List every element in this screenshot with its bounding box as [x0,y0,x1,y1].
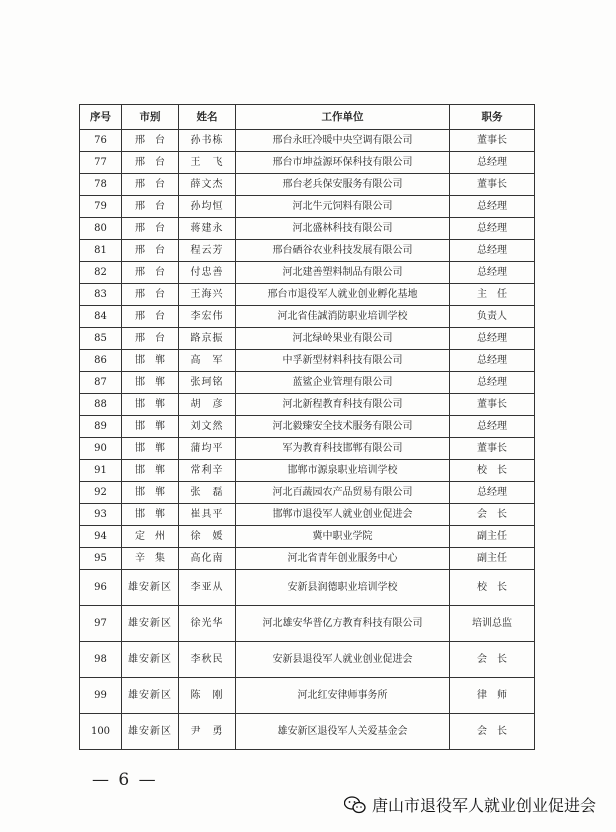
table-row [80,438,535,460]
cell-position: 会 长 [450,504,535,526]
cell-position: 总经理 [450,196,535,218]
cell-unit: 邢台市坤益源环保科技有限公司 [236,152,450,174]
cell-name: 王海兴 [179,284,236,306]
cell-position: 负责人 [450,306,535,328]
cell-index: 95 [80,548,122,570]
cell-position: 会 长 [450,714,535,750]
cell-city: 邢 台 [122,174,179,196]
table-row [80,460,535,482]
cell-index: 96 [80,570,122,606]
cell-position: 校 长 [450,460,535,482]
cell-unit: 河北毅臻安全技术服务有限公司 [236,416,450,438]
header-city: 市别 [122,105,179,130]
cell-unit: 河北牛元饲料有限公司 [236,196,450,218]
cell-name: 刘文然 [179,416,236,438]
cell-name: 薛文杰 [179,174,236,196]
wechat-icon [344,796,366,814]
cell-unit: 蓝鲨企业管理有限公司 [236,372,450,394]
cell-name: 李亚从 [179,570,236,606]
cell-position: 副主任 [450,526,535,548]
table-row [80,416,535,438]
table-row [80,196,535,218]
cell-name: 高 军 [179,350,236,372]
cell-index: 80 [80,218,122,240]
cell-name: 蒲均平 [179,438,236,460]
table-row [80,642,535,678]
cell-city: 邢 台 [122,152,179,174]
cell-position: 副主任 [450,548,535,570]
table-row [80,130,535,152]
cell-city: 辛 集 [122,548,179,570]
cell-name: 徐 媛 [179,526,236,548]
table-row [80,328,535,350]
cell-index: 87 [80,372,122,394]
cell-index: 81 [80,240,122,262]
cell-position: 董事长 [450,130,535,152]
cell-position: 董事长 [450,394,535,416]
cell-name: 陈 刚 [179,678,236,714]
cell-city: 邢 台 [122,262,179,284]
cell-city: 邯 郸 [122,394,179,416]
cell-unit: 冀中职业学院 [236,526,450,548]
cell-name: 尹 勇 [179,714,236,750]
header-name: 姓名 [179,105,236,130]
cell-city: 邯 郸 [122,372,179,394]
cell-name: 蒋建永 [179,218,236,240]
cell-index: 99 [80,678,122,714]
cell-city: 邯 郸 [122,504,179,526]
cell-unit: 邢台市退役军人就业创业孵化基地 [236,284,450,306]
cell-name: 孙均恒 [179,196,236,218]
cell-city: 邢 台 [122,130,179,152]
cell-name: 李秋民 [179,642,236,678]
table-row [80,152,535,174]
cell-index: 90 [80,438,122,460]
cell-name: 张珂铭 [179,372,236,394]
cell-index: 97 [80,606,122,642]
cell-city: 邢 台 [122,328,179,350]
cell-city: 雄安新区 [122,714,179,750]
header-unit: 工作单位 [236,105,450,130]
cell-name: 徐光华 [179,606,236,642]
cell-position: 董事长 [450,174,535,196]
cell-position: 律 师 [450,678,535,714]
cell-unit: 安新县润德职业培训学校 [236,570,450,606]
cell-city: 邢 台 [122,218,179,240]
wechat-watermark [344,793,596,816]
table-row [80,526,535,548]
cell-unit: 河北百蔬园农产品贸易有限公司 [236,482,450,504]
cell-position: 总经理 [450,416,535,438]
cell-unit: 河北红安律师事务所 [236,678,450,714]
cell-index: 86 [80,350,122,372]
cell-index: 100 [80,714,122,750]
cell-unit: 河北省青年创业服务中心 [236,548,450,570]
watermark-text: 唐山市退役军人就业创业促进会 [371,796,596,815]
cell-index: 98 [80,642,122,678]
cell-city: 雄安新区 [122,678,179,714]
cell-name: 胡 彦 [179,394,236,416]
cell-position: 主 任 [450,284,535,306]
cell-unit: 邯郸市退役军人就业创业促进会 [236,504,450,526]
cell-position: 总经理 [450,152,535,174]
cell-position: 总经理 [450,262,535,284]
cell-index: 77 [80,152,122,174]
table-row [80,678,535,714]
cell-position: 会 长 [450,642,535,678]
cell-unit: 安新县退役军人就业创业促进会 [236,642,450,678]
table-row [80,218,535,240]
cell-unit: 邢台硒谷农业科技发展有限公司 [236,240,450,262]
cell-unit: 邢台老兵保安服务有限公司 [236,174,450,196]
table-row [80,570,535,606]
cell-city: 邯 郸 [122,460,179,482]
cell-index: 84 [80,306,122,328]
cell-unit: 邢台永旺冷暖中央空调有限公司 [236,130,450,152]
cell-name: 张 磊 [179,482,236,504]
cell-city: 雄安新区 [122,642,179,678]
cell-unit: 河北新程教育科技有限公司 [236,394,450,416]
cell-name: 常利辛 [179,460,236,482]
cell-name: 付忠善 [179,262,236,284]
cell-name: 王 飞 [179,152,236,174]
cell-unit: 中孚新型材料科技有限公司 [236,350,450,372]
table-row [80,174,535,196]
cell-position: 总经理 [450,350,535,372]
cell-index: 91 [80,460,122,482]
cell-index: 89 [80,416,122,438]
cell-unit: 河北雄安华普亿方教育科技有限公司 [236,606,450,642]
cell-index: 93 [80,504,122,526]
table-row [80,606,535,642]
cell-unit: 军为教育科技邯郸有限公司 [236,438,450,460]
cell-position: 总经理 [450,328,535,350]
table-row [80,284,535,306]
cell-index: 78 [80,174,122,196]
cell-city: 邢 台 [122,196,179,218]
header-index: 序号 [80,105,122,130]
table-row [80,350,535,372]
cell-name: 李宏伟 [179,306,236,328]
cell-index: 85 [80,328,122,350]
cell-index: 76 [80,130,122,152]
header-position: 职务 [450,105,535,130]
table-header-row [80,105,535,130]
cell-name: 高化南 [179,548,236,570]
cell-city: 定 州 [122,526,179,548]
table-row [80,262,535,284]
cell-position: 董事长 [450,438,535,460]
cell-index: 92 [80,482,122,504]
table-row [80,394,535,416]
cell-position: 校 长 [450,570,535,606]
page-number: — 6 — [92,770,158,790]
table-row [80,372,535,394]
cell-name: 程云芳 [179,240,236,262]
table-row [80,482,535,504]
cell-city: 邯 郸 [122,416,179,438]
table-row [80,504,535,526]
cell-position: 总经理 [450,218,535,240]
cell-unit: 河北盛林科技有限公司 [236,218,450,240]
table-row [80,240,535,262]
cell-city: 雄安新区 [122,570,179,606]
cell-city: 雄安新区 [122,606,179,642]
table-body [80,130,535,750]
cell-index: 82 [80,262,122,284]
cell-city: 邢 台 [122,284,179,306]
cell-position: 总经理 [450,240,535,262]
cell-city: 邯 郸 [122,482,179,504]
cell-city: 邢 台 [122,240,179,262]
cell-index: 94 [80,526,122,548]
cell-position: 总经理 [450,372,535,394]
cell-city: 邯 郸 [122,438,179,460]
table-row [80,306,535,328]
cell-unit: 河北绿岭果业有限公司 [236,328,450,350]
cell-index: 83 [80,284,122,306]
cell-unit: 雄安新区退役军人关爱基金会 [236,714,450,750]
cell-index: 79 [80,196,122,218]
cell-index: 88 [80,394,122,416]
roster-table [79,104,535,750]
cell-position: 总经理 [450,482,535,504]
cell-name: 崔具平 [179,504,236,526]
table-row [80,548,535,570]
cell-unit: 邯郸市源泉职业培训学校 [236,460,450,482]
cell-name: 孙书栋 [179,130,236,152]
cell-position: 培训总监 [450,606,535,642]
cell-unit: 河北建善塑料制品有限公司 [236,262,450,284]
cell-city: 邢 台 [122,306,179,328]
cell-unit: 河北省佳誠消防职业培训学校 [236,306,450,328]
table-row [80,714,535,750]
cell-name: 路京振 [179,328,236,350]
cell-city: 邯 郸 [122,350,179,372]
